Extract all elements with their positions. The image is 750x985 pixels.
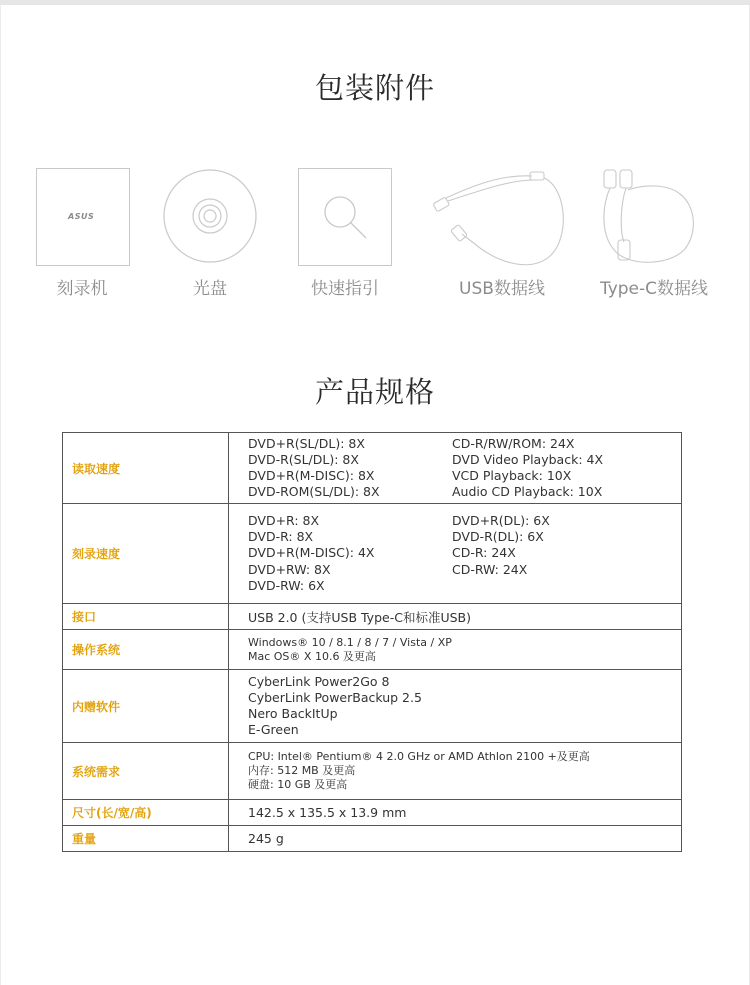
spec-value: CD-RW: 24X <box>452 561 528 577</box>
spec-value: Mac OS® X 10.6 及更高 <box>248 649 376 663</box>
quick-guide-icon <box>298 168 400 270</box>
spec-key: 内赠软件 <box>63 670 229 743</box>
spec-value: USB 2.0 (支持USB Type-C和标准USB) <box>229 604 682 630</box>
type-c-cable-icon <box>598 166 702 268</box>
optical-drive-icon <box>36 168 138 270</box>
accessory-label-drive: 刻录机 <box>56 279 108 299</box>
disc-icon <box>160 168 262 270</box>
accessories-title: 包装附件 <box>314 71 435 105</box>
spec-key: 读取速度 <box>63 433 229 504</box>
spec-value: 内存: 512 MB 及更高 <box>248 764 356 777</box>
spec-row-interface <box>63 604 682 630</box>
spec-table <box>62 432 682 852</box>
spec-value: CPU: Intel® Pentium® 4 2.0 GHz or AMD Athlon 2100 +及更高 <box>248 750 590 763</box>
spec-row-software <box>63 670 682 743</box>
top-divider <box>0 0 750 5</box>
spec-value: DVD+R: 8X <box>248 512 320 528</box>
spec-row-read-speed <box>63 433 682 504</box>
spec-value: DVD+R(DL): 6X <box>452 512 550 528</box>
spec-row-write-speed <box>63 504 682 604</box>
spec-value: 硬盘: 10 GB 及更高 <box>248 778 348 791</box>
asus-logo: ASUS <box>68 212 95 221</box>
spec-value: CD-R: 24X <box>452 545 516 561</box>
spec-key: 接口 <box>63 604 229 630</box>
spec-row-requirements <box>63 743 682 800</box>
spec-value: VCD Playback: 10X <box>452 468 572 483</box>
spec-value: DVD+R(M-DISC): 4X <box>248 545 375 561</box>
spec-value: Audio CD Playback: 10X <box>452 484 603 500</box>
spec-value: DVD-RW: 6X <box>248 577 325 593</box>
accessory-label-usb: USB数据线 <box>459 279 545 299</box>
accessory-label-guide: 快速指引 <box>311 279 379 299</box>
usb-cable-icon <box>432 168 572 270</box>
spec-value: CD-R/RW/ROM: 24X <box>452 435 575 451</box>
spec-value: DVD-R: 8X <box>248 529 314 545</box>
accessory-label-disc: 光盘 <box>193 279 227 299</box>
spec-value: DVD+R(SL/DL): 8X <box>248 435 365 451</box>
spec-title: 产品规格 <box>314 375 435 409</box>
accessory-label-type-c: Type-C数据线 <box>599 279 709 299</box>
spec-key: 重量 <box>63 826 229 852</box>
spec-value: DVD-R(SL/DL): 8X <box>248 451 359 467</box>
spec-key: 刻录速度 <box>63 504 229 604</box>
spec-value: Nero BackItUp <box>248 706 338 721</box>
spec-key: 尺寸(长/宽/高) <box>63 800 229 826</box>
spec-value: CyberLink Power2Go 8 <box>248 673 390 689</box>
spec-value: 142.5 x 135.5 x 13.9 mm <box>229 800 682 826</box>
spec-row-weight <box>63 826 682 852</box>
spec-value: DVD+R(M-DISC): 8X <box>248 468 375 483</box>
spec-key: 操作系统 <box>63 630 229 670</box>
spec-value: DVD-R(DL): 6X <box>452 529 544 545</box>
spec-value: DVD+RW: 8X <box>248 561 331 577</box>
left-edge <box>0 5 1 985</box>
spec-value: CyberLink PowerBackup 2.5 <box>248 689 422 705</box>
spec-value: DVD-ROM(SL/DL): 8X <box>248 484 380 500</box>
spec-value: Windows® 10 / 8.1 / 8 / 7 / Vista / XP <box>248 635 452 649</box>
spec-value: 245 g <box>229 826 682 852</box>
spec-value: DVD Video Playback: 4X <box>452 451 604 467</box>
spec-row-os <box>63 630 682 670</box>
spec-key: 系统需求 <box>63 743 229 800</box>
spec-row-dimensions <box>63 800 682 826</box>
spec-value: E-Green <box>248 722 299 738</box>
